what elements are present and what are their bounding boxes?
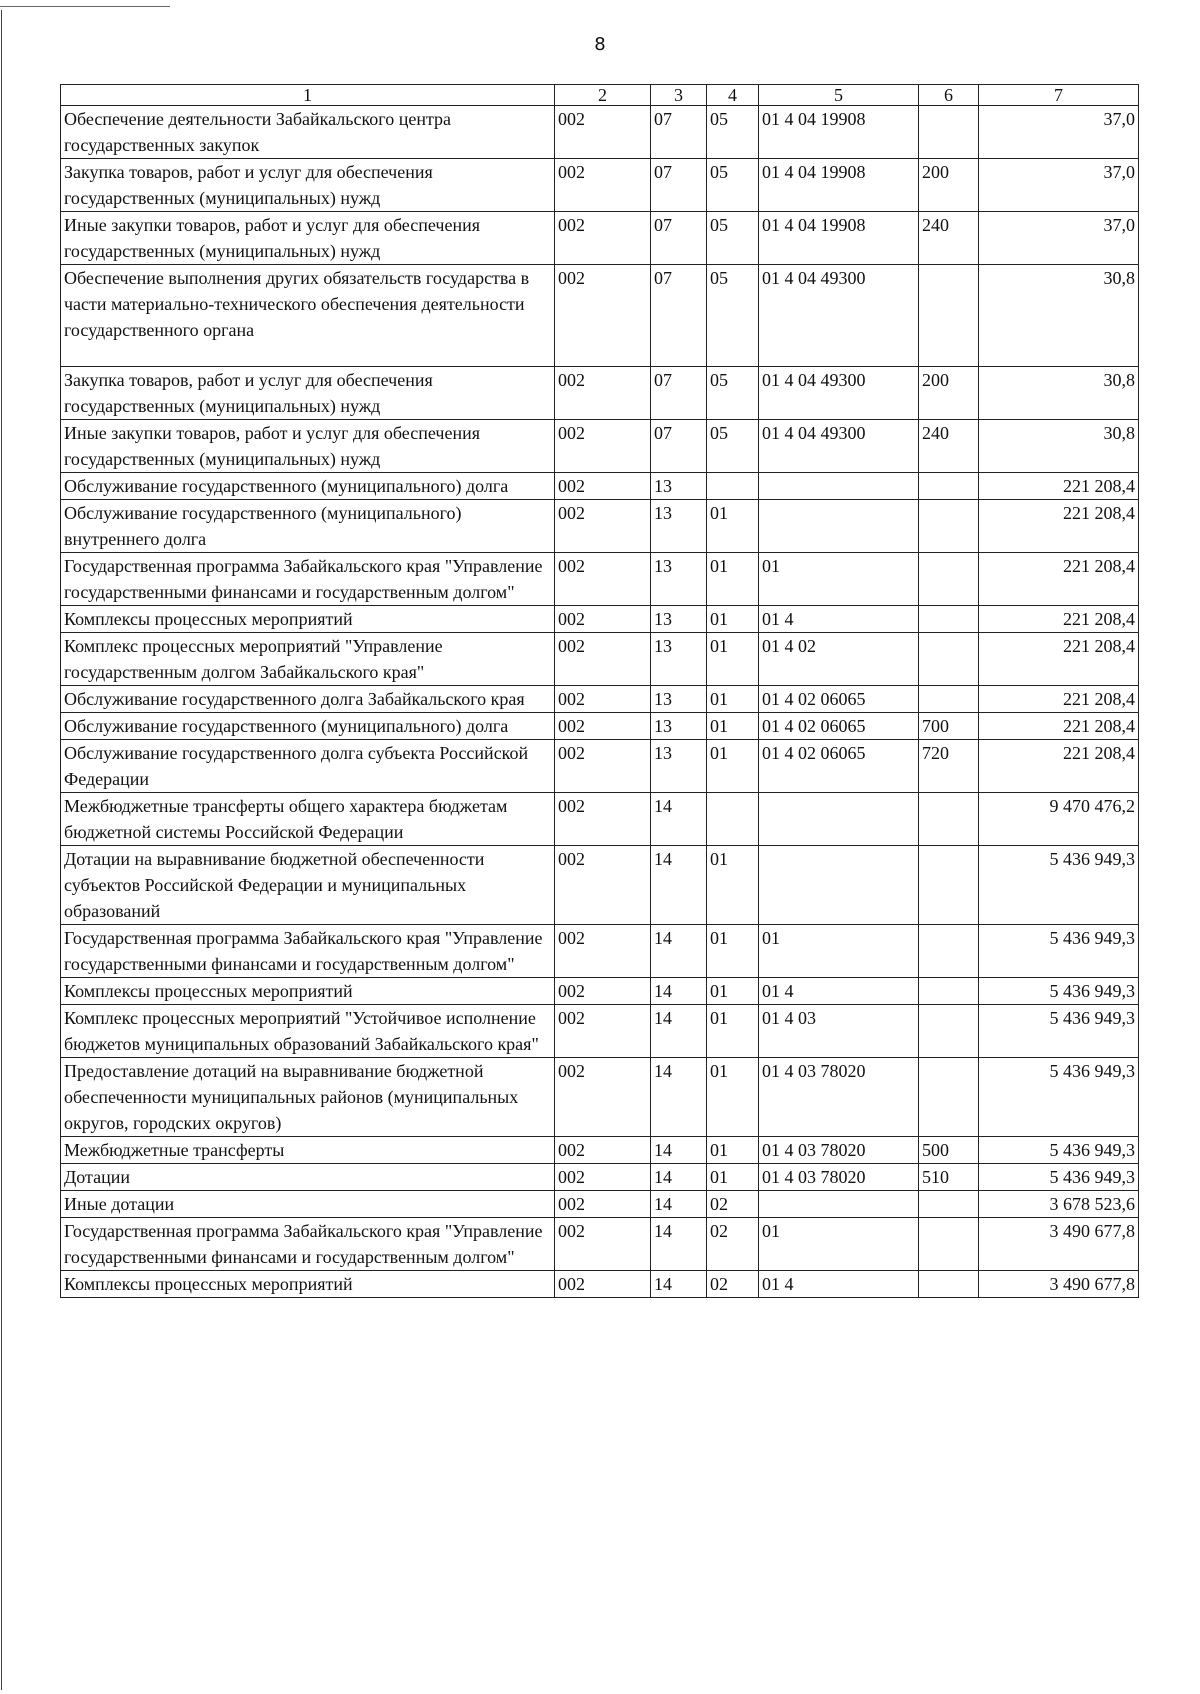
cell-section: 14 bbox=[651, 1191, 707, 1218]
cell-admin-code: 002 bbox=[555, 159, 651, 212]
cell-target-article: 01 4 04 49300 bbox=[759, 367, 919, 420]
cell-name: Комплексы процессных мероприятий bbox=[61, 1271, 555, 1298]
table-row bbox=[61, 500, 1139, 553]
cell-name: Комплекс процессных мероприятий "Управление государственным долгом Забайкальского края" bbox=[61, 633, 555, 686]
cell-expense-type bbox=[919, 925, 979, 978]
cell-target-article: 01 4 04 19908 bbox=[759, 159, 919, 212]
cell-admin-code: 002 bbox=[555, 1164, 651, 1191]
cell-target-article: 01 bbox=[759, 925, 919, 978]
cell-name: Обеспечение деятельности Забайкальского центра государственных закупок bbox=[61, 106, 555, 159]
cell-expense-type: 200 bbox=[919, 159, 979, 212]
table-row bbox=[61, 159, 1139, 212]
cell-expense-type bbox=[919, 1218, 979, 1271]
cell-admin-code: 002 bbox=[555, 686, 651, 713]
table-row bbox=[61, 420, 1139, 473]
cell-target-article bbox=[759, 846, 919, 925]
cell-subsection: 05 bbox=[707, 159, 759, 212]
cell-expense-type bbox=[919, 606, 979, 633]
cell-section: 07 bbox=[651, 106, 707, 159]
cell-name: Закупка товаров, работ и услуг для обеспечения государственных (муниципальных) нужд bbox=[61, 367, 555, 420]
cell-subsection bbox=[707, 473, 759, 500]
table-row bbox=[61, 473, 1139, 500]
cell-name: Обслуживание государственного долга Забайкальского края bbox=[61, 686, 555, 713]
cell-subsection: 02 bbox=[707, 1218, 759, 1271]
table-row bbox=[61, 106, 1139, 159]
cell-section: 13 bbox=[651, 686, 707, 713]
cell-subsection: 01 bbox=[707, 846, 759, 925]
cell-section: 07 bbox=[651, 159, 707, 212]
cell-expense-type bbox=[919, 793, 979, 846]
cell-amount: 5 436 949,3 bbox=[979, 1058, 1139, 1137]
cell-amount: 5 436 949,3 bbox=[979, 1164, 1139, 1191]
cell-name: Обслуживание государственного долга субъекта Российской Федерации bbox=[61, 740, 555, 793]
cell-section: 14 bbox=[651, 925, 707, 978]
cell-name: Обслуживание государственного (муниципального) долга bbox=[61, 713, 555, 740]
cell-name: Обслуживание государственного (муниципального) внутреннего долга bbox=[61, 500, 555, 553]
cell-expense-type bbox=[919, 106, 979, 159]
cell-target-article: 01 4 02 06065 bbox=[759, 740, 919, 793]
cell-admin-code: 002 bbox=[555, 367, 651, 420]
cell-admin-code: 002 bbox=[555, 606, 651, 633]
cell-expense-type bbox=[919, 473, 979, 500]
cell-name: Иные закупки товаров, работ и услуг для обеспечения государственных (муниципальных) нужд bbox=[61, 420, 555, 473]
cell-target-article: 01 4 04 19908 bbox=[759, 212, 919, 265]
cell-name: Комплексы процессных мероприятий bbox=[61, 978, 555, 1005]
cell-section: 07 bbox=[651, 420, 707, 473]
cell-subsection: 01 bbox=[707, 740, 759, 793]
cell-amount: 221 208,4 bbox=[979, 606, 1139, 633]
cell-expense-type bbox=[919, 1058, 979, 1137]
cell-name: Государственная программа Забайкальского края "Управление государственными финансами и государственным долгом" bbox=[61, 553, 555, 606]
cell-target-article bbox=[759, 793, 919, 846]
cell-expense-type: 510 bbox=[919, 1164, 979, 1191]
table-row bbox=[61, 265, 1139, 367]
cell-subsection: 01 bbox=[707, 978, 759, 1005]
cell-admin-code: 002 bbox=[555, 633, 651, 686]
cell-subsection: 01 bbox=[707, 500, 759, 553]
table-row bbox=[61, 1191, 1139, 1218]
cell-expense-type bbox=[919, 846, 979, 925]
cell-amount: 221 208,4 bbox=[979, 553, 1139, 606]
cell-expense-type: 720 bbox=[919, 740, 979, 793]
cell-admin-code: 002 bbox=[555, 553, 651, 606]
table-row bbox=[61, 793, 1139, 846]
cell-expense-type: 500 bbox=[919, 1137, 979, 1164]
cell-expense-type bbox=[919, 1005, 979, 1058]
table-row bbox=[61, 212, 1139, 265]
cell-admin-code: 002 bbox=[555, 925, 651, 978]
cell-amount: 5 436 949,3 bbox=[979, 1005, 1139, 1058]
cell-expense-type bbox=[919, 978, 979, 1005]
column-header: 1 bbox=[61, 85, 555, 106]
cell-expense-type: 200 bbox=[919, 367, 979, 420]
cell-section: 13 bbox=[651, 553, 707, 606]
table-row bbox=[61, 1005, 1139, 1058]
cell-admin-code: 002 bbox=[555, 978, 651, 1005]
column-header: 5 bbox=[759, 85, 919, 106]
cell-expense-type: 240 bbox=[919, 420, 979, 473]
table-row bbox=[61, 1218, 1139, 1271]
cell-admin-code: 002 bbox=[555, 1191, 651, 1218]
cell-amount: 3 490 677,8 bbox=[979, 1218, 1139, 1271]
cell-subsection: 02 bbox=[707, 1271, 759, 1298]
cell-section: 13 bbox=[651, 500, 707, 553]
cell-subsection: 01 bbox=[707, 686, 759, 713]
cell-admin-code: 002 bbox=[555, 1218, 651, 1271]
table-row bbox=[61, 925, 1139, 978]
cell-subsection: 05 bbox=[707, 106, 759, 159]
cell-name: Закупка товаров, работ и услуг для обеспечения государственных (муниципальных) нужд bbox=[61, 159, 555, 212]
cell-amount: 30,8 bbox=[979, 420, 1139, 473]
cell-target-article: 01 4 02 bbox=[759, 633, 919, 686]
cell-target-article: 01 4 02 06065 bbox=[759, 713, 919, 740]
cell-name: Комплекс процессных мероприятий "Устойчивое исполнение бюджетов муниципальных образований Забайкальского края" bbox=[61, 1005, 555, 1058]
cell-amount: 5 436 949,3 bbox=[979, 925, 1139, 978]
cell-name: Межбюджетные трансферты bbox=[61, 1137, 555, 1164]
cell-amount: 5 436 949,3 bbox=[979, 846, 1139, 925]
cell-name: Иные дотации bbox=[61, 1191, 555, 1218]
cell-expense-type bbox=[919, 265, 979, 367]
cell-admin-code: 002 bbox=[555, 420, 651, 473]
table-row bbox=[61, 713, 1139, 740]
cell-expense-type bbox=[919, 686, 979, 713]
cell-admin-code: 002 bbox=[555, 500, 651, 553]
cell-name: Государственная программа Забайкальского края "Управление государственными финансами и государственным долгом" bbox=[61, 925, 555, 978]
cell-admin-code: 002 bbox=[555, 793, 651, 846]
cell-amount: 37,0 bbox=[979, 159, 1139, 212]
scan-edge-line bbox=[1, 10, 2, 1690]
cell-amount: 37,0 bbox=[979, 212, 1139, 265]
cell-admin-code: 002 bbox=[555, 713, 651, 740]
cell-target-article: 01 bbox=[759, 553, 919, 606]
cell-subsection: 01 bbox=[707, 1058, 759, 1137]
cell-target-article: 01 4 bbox=[759, 606, 919, 633]
cell-admin-code: 002 bbox=[555, 740, 651, 793]
table-row bbox=[61, 1271, 1139, 1298]
cell-name: Дотации bbox=[61, 1164, 555, 1191]
cell-name: Предоставление дотаций на выравнивание бюджетной обеспеченности муниципальных районов (муниципальных округов, городских округов) bbox=[61, 1058, 555, 1137]
cell-target-article: 01 4 04 19908 bbox=[759, 106, 919, 159]
cell-section: 13 bbox=[651, 606, 707, 633]
cell-target-article: 01 4 03 bbox=[759, 1005, 919, 1058]
cell-amount: 30,8 bbox=[979, 367, 1139, 420]
cell-admin-code: 002 bbox=[555, 1005, 651, 1058]
cell-subsection: 01 bbox=[707, 606, 759, 633]
table-row bbox=[61, 553, 1139, 606]
cell-target-article: 01 4 03 78020 bbox=[759, 1164, 919, 1191]
cell-subsection: 05 bbox=[707, 367, 759, 420]
cell-subsection: 01 bbox=[707, 1005, 759, 1058]
cell-target-article bbox=[759, 1191, 919, 1218]
cell-amount: 221 208,4 bbox=[979, 500, 1139, 553]
cell-admin-code: 002 bbox=[555, 106, 651, 159]
cell-section: 13 bbox=[651, 633, 707, 686]
cell-target-article: 01 4 bbox=[759, 978, 919, 1005]
cell-amount: 3 490 677,8 bbox=[979, 1271, 1139, 1298]
column-header: 4 bbox=[707, 85, 759, 106]
cell-expense-type bbox=[919, 553, 979, 606]
cell-expense-type bbox=[919, 1191, 979, 1218]
cell-amount: 221 208,4 bbox=[979, 633, 1139, 686]
scan-edge-line bbox=[0, 6, 170, 7]
cell-section: 13 bbox=[651, 740, 707, 793]
cell-expense-type bbox=[919, 1271, 979, 1298]
cell-amount: 221 208,4 bbox=[979, 740, 1139, 793]
cell-admin-code: 002 bbox=[555, 1271, 651, 1298]
cell-section: 07 bbox=[651, 265, 707, 367]
cell-name: Иные закупки товаров, работ и услуг для обеспечения государственных (муниципальных) нужд bbox=[61, 212, 555, 265]
cell-section: 14 bbox=[651, 1218, 707, 1271]
cell-name: Межбюджетные трансферты общего характера бюджетам бюджетной системы Российской Федерации bbox=[61, 793, 555, 846]
table-row bbox=[61, 1164, 1139, 1191]
cell-section: 13 bbox=[651, 473, 707, 500]
cell-amount: 5 436 949,3 bbox=[979, 978, 1139, 1005]
cell-admin-code: 002 bbox=[555, 473, 651, 500]
cell-expense-type: 240 bbox=[919, 212, 979, 265]
cell-section: 14 bbox=[651, 1005, 707, 1058]
cell-subsection: 02 bbox=[707, 1191, 759, 1218]
cell-target-article: 01 4 03 78020 bbox=[759, 1058, 919, 1137]
cell-target-article: 01 bbox=[759, 1218, 919, 1271]
budget-table bbox=[60, 84, 1139, 1298]
cell-target-article: 01 4 02 06065 bbox=[759, 686, 919, 713]
cell-amount: 3 678 523,6 bbox=[979, 1191, 1139, 1218]
cell-amount: 221 208,4 bbox=[979, 473, 1139, 500]
cell-expense-type: 700 bbox=[919, 713, 979, 740]
cell-expense-type bbox=[919, 633, 979, 686]
table-row bbox=[61, 367, 1139, 420]
cell-name: Дотации на выравнивание бюджетной обеспеченности субъектов Российской Федерации и муниципальных образований bbox=[61, 846, 555, 925]
cell-amount: 37,0 bbox=[979, 106, 1139, 159]
cell-section: 13 bbox=[651, 713, 707, 740]
cell-subsection: 01 bbox=[707, 553, 759, 606]
table-row bbox=[61, 686, 1139, 713]
column-header: 6 bbox=[919, 85, 979, 106]
table-row bbox=[61, 1137, 1139, 1164]
table-row bbox=[61, 633, 1139, 686]
cell-amount: 30,8 bbox=[979, 265, 1139, 367]
cell-amount: 221 208,4 bbox=[979, 713, 1139, 740]
cell-admin-code: 002 bbox=[555, 265, 651, 367]
page-number: 8 bbox=[594, 34, 606, 55]
cell-name: Государственная программа Забайкальского края "Управление государственными финансами и государственным долгом" bbox=[61, 1218, 555, 1271]
cell-admin-code: 002 bbox=[555, 212, 651, 265]
cell-section: 14 bbox=[651, 846, 707, 925]
cell-section: 14 bbox=[651, 1164, 707, 1191]
cell-subsection: 01 bbox=[707, 1137, 759, 1164]
table-row bbox=[61, 606, 1139, 633]
cell-admin-code: 002 bbox=[555, 1058, 651, 1137]
cell-target-article: 01 4 04 49300 bbox=[759, 265, 919, 367]
cell-admin-code: 002 bbox=[555, 846, 651, 925]
cell-subsection: 01 bbox=[707, 713, 759, 740]
table-row bbox=[61, 978, 1139, 1005]
column-header: 2 bbox=[555, 85, 651, 106]
cell-expense-type bbox=[919, 500, 979, 553]
cell-target-article bbox=[759, 473, 919, 500]
column-header: 3 bbox=[651, 85, 707, 106]
cell-name: Обеспечение выполнения других обязательств государства в части материально-технического обеспечения деятельности государственного органа bbox=[61, 265, 555, 367]
cell-section: 14 bbox=[651, 1137, 707, 1164]
cell-name: Комплексы процессных мероприятий bbox=[61, 606, 555, 633]
table-row bbox=[61, 740, 1139, 793]
table-row bbox=[61, 846, 1139, 925]
cell-section: 14 bbox=[651, 978, 707, 1005]
cell-amount: 9 470 476,2 bbox=[979, 793, 1139, 846]
cell-subsection: 01 bbox=[707, 925, 759, 978]
cell-section: 07 bbox=[651, 367, 707, 420]
cell-section: 14 bbox=[651, 1058, 707, 1137]
cell-target-article: 01 4 bbox=[759, 1271, 919, 1298]
cell-target-article bbox=[759, 500, 919, 553]
header-row bbox=[61, 85, 1139, 106]
cell-subsection: 01 bbox=[707, 633, 759, 686]
cell-section: 07 bbox=[651, 212, 707, 265]
cell-section: 14 bbox=[651, 793, 707, 846]
column-header: 7 bbox=[979, 85, 1139, 106]
table-row bbox=[61, 1058, 1139, 1137]
cell-amount: 221 208,4 bbox=[979, 686, 1139, 713]
cell-target-article: 01 4 03 78020 bbox=[759, 1137, 919, 1164]
cell-admin-code: 002 bbox=[555, 1137, 651, 1164]
cell-section: 14 bbox=[651, 1271, 707, 1298]
cell-subsection: 05 bbox=[707, 265, 759, 367]
cell-amount: 5 436 949,3 bbox=[979, 1137, 1139, 1164]
cell-subsection: 01 bbox=[707, 1164, 759, 1191]
table-body bbox=[61, 106, 1139, 1298]
cell-name: Обслуживание государственного (муниципального) долга bbox=[61, 473, 555, 500]
cell-subsection bbox=[707, 793, 759, 846]
cell-subsection: 05 bbox=[707, 420, 759, 473]
cell-target-article: 01 4 04 49300 bbox=[759, 420, 919, 473]
cell-subsection: 05 bbox=[707, 212, 759, 265]
